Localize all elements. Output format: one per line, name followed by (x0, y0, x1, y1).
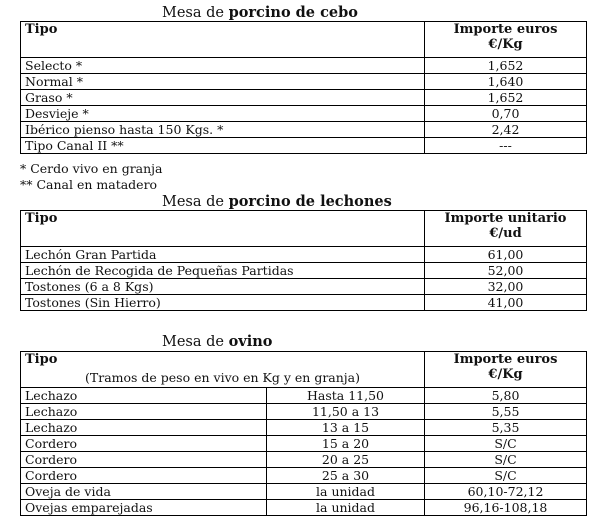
ovino-header-tipo (21, 352, 425, 388)
table-row (21, 500, 587, 516)
cebo-header-tipo: Tipo (21, 22, 425, 58)
cebo-tipo: Selecto * (21, 58, 425, 74)
ovino-tipo: Ovejas emparejadas (21, 500, 267, 516)
table-row (21, 436, 587, 452)
table-row (21, 388, 587, 404)
ovino-tipo: Cordero (21, 468, 267, 484)
ovino-tramo: 25 a 30 (267, 468, 425, 484)
ovino-importe: S/C (425, 468, 587, 484)
cebo-tipo: Normal * (21, 74, 425, 90)
table-row (21, 420, 587, 436)
ovino-header-row (21, 352, 587, 388)
ovino-tramo: 13 a 15 (267, 420, 425, 436)
table-row (21, 468, 587, 484)
ovino-tipo: Lechazo (21, 420, 267, 436)
lechones-importe: 41,00 (425, 295, 587, 311)
ovino-tipo: Cordero (21, 436, 267, 452)
cebo-header-importe-line2: €/Kg (488, 37, 523, 52)
ovino-title-prefix: Mesa de (162, 334, 229, 350)
ovino-tramo: la unidad (267, 500, 425, 516)
cebo-title-prefix: Mesa de (162, 5, 229, 21)
lechones-importe: 61,00 (425, 247, 587, 263)
cebo-importe: 0,70 (425, 106, 587, 122)
lechones-table (20, 210, 587, 311)
cebo-importe: --- (425, 138, 587, 154)
lechones-header-tipo: Tipo (21, 211, 425, 247)
cebo-footnote-2: ** Canal en matadero (20, 177, 158, 192)
ovino-title (162, 334, 272, 350)
ovino-header-subtitle: (Tramos de peso en vivo en Kg y en granja) (85, 370, 361, 385)
table-row (21, 484, 587, 500)
table-row (21, 279, 587, 295)
lechones-tipo: Lechón Gran Partida (21, 247, 425, 263)
lechones-header-importe-line2: €/ud (489, 226, 522, 241)
lechones-header-importe-line1: Importe unitario (444, 211, 567, 226)
cebo-tipo: Tipo Canal II ** (21, 138, 425, 154)
cebo-importe: 1,640 (425, 74, 587, 90)
ovino-importe: 5,55 (425, 404, 587, 420)
cebo-header-importe (425, 22, 587, 58)
lechones-tipo: Lechón de Recogida de Pequeñas Partidas (21, 263, 425, 279)
ovino-importe: 60,10-72,12 (425, 484, 587, 500)
ovino-tramo: 15 a 20 (267, 436, 425, 452)
table-row (21, 247, 587, 263)
ovino-importe: S/C (425, 436, 587, 452)
cebo-tipo: Ibérico pienso hasta 150 Kgs. * (21, 122, 425, 138)
cebo-title (162, 5, 358, 21)
lechones-importe: 32,00 (425, 279, 587, 295)
cebo-table (20, 21, 587, 154)
ovino-tramo: Hasta 11,50 (267, 388, 425, 404)
cebo-title-bold: porcino de cebo (228, 4, 358, 21)
lechones-header-row (21, 211, 587, 247)
ovino-header-importe (425, 352, 587, 388)
table-row (21, 106, 587, 122)
cebo-header-importe-line1: Importe euros (453, 22, 558, 37)
ovino-header-tipo-label: Tipo (25, 352, 58, 367)
ovino-importe: 5,35 (425, 420, 587, 436)
lechones-header-importe (425, 211, 587, 247)
cebo-header-row (21, 22, 587, 58)
cebo-importe: 2,42 (425, 122, 587, 138)
ovino-tramo: la unidad (267, 484, 425, 500)
lechones-tipo: Tostones (Sin Hierro) (21, 295, 425, 311)
lechones-title-prefix: Mesa de (162, 194, 229, 210)
cebo-tipo: Desvieje * (21, 106, 425, 122)
ovino-table (20, 351, 587, 516)
table-row (21, 138, 587, 154)
table-row (21, 122, 587, 138)
lechones-title (162, 194, 392, 210)
lechones-tipo: Tostones (6 a 8 Kgs) (21, 279, 425, 295)
ovino-importe: S/C (425, 452, 587, 468)
table-row (21, 74, 587, 90)
ovino-importe: 96,16-108,18 (425, 500, 587, 516)
ovino-header-importe-line1: Importe euros (453, 352, 558, 367)
cebo-tipo: Graso * (21, 90, 425, 106)
ovino-title-bold: ovino (228, 333, 273, 350)
ovino-header-importe-line2: €/Kg (488, 367, 523, 382)
ovino-importe: 5,80 (425, 388, 587, 404)
table-row (21, 295, 587, 311)
lechones-title-bold: porcino de lechones (228, 193, 392, 210)
ovino-tramo: 20 a 25 (267, 452, 425, 468)
table-row (21, 263, 587, 279)
cebo-importe: 1,652 (425, 90, 587, 106)
cebo-importe: 1,652 (425, 58, 587, 74)
ovino-tramo: 11,50 a 13 (267, 404, 425, 420)
ovino-tipo: Cordero (21, 452, 267, 468)
ovino-tipo: Oveja de vida (21, 484, 267, 500)
table-row (21, 58, 587, 74)
table-row (21, 452, 587, 468)
table-row (21, 90, 587, 106)
ovino-tipo: Lechazo (21, 388, 267, 404)
cebo-footnote-1: * Cerdo vivo en granja (20, 161, 163, 176)
table-row (21, 404, 587, 420)
ovino-tipo: Lechazo (21, 404, 267, 420)
lechones-importe: 52,00 (425, 263, 587, 279)
